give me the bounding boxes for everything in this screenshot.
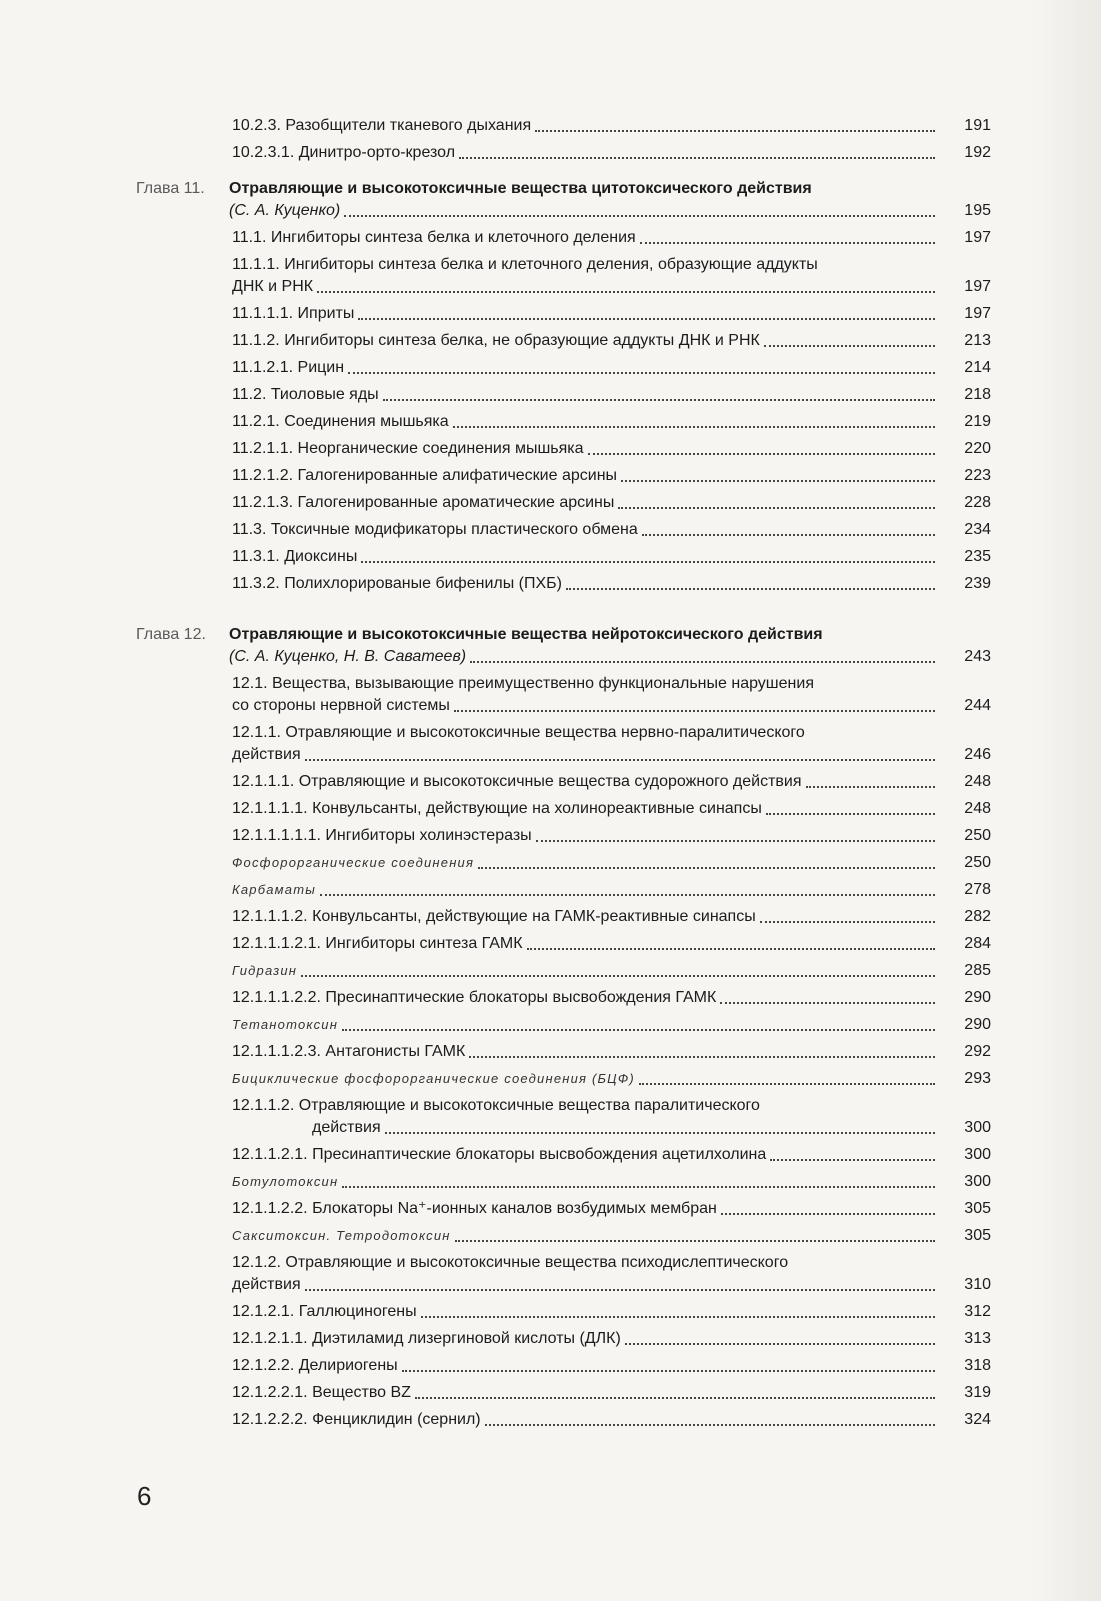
- entry-page-number: 246: [964, 746, 991, 763]
- chapter-chapter11: [0, 178, 1101, 222]
- entry-title: 12.1.2. Отравляющие и высокотоксичные вещества психодислептического: [232, 1254, 789, 1271]
- toc-entry: [0, 573, 1101, 595]
- entry-last-line: [232, 825, 939, 847]
- entry-page-number: 220: [964, 440, 991, 457]
- toc-entry: [0, 1171, 1101, 1193]
- entry-page-number: 191: [964, 117, 991, 134]
- entry-title: 11.1.2.1. Рицин: [232, 359, 345, 376]
- entry-last-line: [232, 1171, 939, 1193]
- entry-last-line: [232, 798, 939, 820]
- entry-title: 11.2.1.3. Галогенированные ароматические арсины: [232, 494, 615, 511]
- entry-page-number: 213: [964, 332, 991, 349]
- entry-last-line: [232, 987, 939, 1009]
- dot-leader: [527, 947, 935, 950]
- entry-last-line: [232, 276, 939, 298]
- entry-title: 12.1.2.2. Делириогены: [232, 1357, 398, 1374]
- entry-last-line: [232, 1144, 939, 1166]
- entry-page-number: 234: [964, 521, 991, 538]
- dot-leader: [383, 398, 935, 401]
- entry-last-line: [232, 227, 939, 249]
- toc-entry: [0, 987, 1101, 1009]
- entry-title-continued: действия: [232, 1276, 301, 1293]
- entry-page-number: 244: [964, 697, 991, 714]
- chapter-title: Отравляющие и высокотоксичные вещества цитотоксического действия: [229, 180, 812, 197]
- toc-entry: [0, 115, 1101, 137]
- toc-entry: [0, 227, 1101, 249]
- entry-last-line: [232, 1117, 939, 1139]
- toc-entry: [0, 1041, 1101, 1063]
- entry-last-line: [232, 330, 939, 352]
- toc-entry: [0, 1409, 1101, 1431]
- entry-title: 11.2.1. Соединения мышьяка: [232, 413, 449, 430]
- chapter-chapter12: [0, 624, 1101, 668]
- entry-last-line: [232, 695, 939, 717]
- entry-page-number: 300: [964, 1146, 991, 1163]
- toc-entry: [0, 933, 1101, 955]
- toc-entry: [0, 798, 1101, 820]
- entry-title: 12.1.2.1. Галлюциногены: [232, 1303, 417, 1320]
- chapter-authors: (С. А. Куценко, Н. В. Саватеев): [229, 648, 467, 665]
- entry-last-line: [232, 960, 939, 982]
- entry-title: 12.1.1.1.2.2. Пресинаптические блокаторы высвобождения ГАМК: [232, 989, 717, 1006]
- toc-entry: [0, 142, 1101, 164]
- dot-leader: [301, 974, 935, 977]
- entry-page-number: 293: [964, 1070, 991, 1087]
- entry-page-number: 318: [964, 1357, 991, 1374]
- entry-title: 12.1.2.2.1. Вещество BZ: [232, 1384, 411, 1401]
- dot-leader: [535, 129, 935, 132]
- entry-title: Фосфорорганические соединения: [232, 855, 475, 870]
- entry-page-number: 239: [964, 575, 991, 592]
- toc-entry: [0, 771, 1101, 793]
- entry-title: 12.1.1. Отравляющие и высокотоксичные вещества нервно-паралитического: [232, 724, 805, 741]
- dot-leader: [478, 866, 935, 869]
- entry-page-number: 312: [964, 1303, 991, 1320]
- toc-entry: [0, 1382, 1101, 1404]
- entry-last-line: [232, 1198, 939, 1220]
- entry-title: Бициклические фосфорорганические соединения (БЦФ): [232, 1071, 635, 1086]
- entry-title: 12.1.2.1.1. Диэтиламид лизергиновой кислоты (ДЛК): [232, 1330, 621, 1347]
- toc-entry: [0, 673, 1101, 717]
- dot-leader: [455, 1239, 935, 1242]
- entry-last-line: [232, 1274, 939, 1296]
- entry-title: Сакситоксин. Тетродотоксин: [232, 1228, 451, 1243]
- dot-leader: [342, 1185, 935, 1188]
- dot-leader: [642, 533, 935, 536]
- entry-title: Гидразин: [232, 963, 298, 978]
- dot-leader: [621, 479, 935, 482]
- entry-page-number: 319: [964, 1384, 991, 1401]
- toc-entry: [0, 1355, 1101, 1377]
- entry-last-line: [232, 384, 939, 406]
- dot-leader: [721, 1212, 935, 1215]
- chapter-heading: [0, 624, 1101, 668]
- entry-title-continued: со стороны нервной системы: [232, 697, 450, 714]
- chapter-label: Глава 12.: [136, 626, 206, 643]
- dot-leader: [766, 812, 935, 815]
- dot-leader: [305, 758, 935, 761]
- dot-leader: [361, 560, 935, 563]
- entry-page-number: 219: [964, 413, 991, 430]
- dot-leader: [485, 1423, 935, 1426]
- entry-last-line: [232, 1382, 939, 1404]
- entry-last-line: [232, 519, 939, 541]
- dot-leader: [625, 1342, 935, 1345]
- entry-title: 10.2.3.1. Динитро-орто-крезол: [232, 144, 456, 161]
- entry-title: 12.1.1.1.1. Конвульсанты, действующие на холинореактивные синапсы: [232, 800, 762, 817]
- dot-leader: [385, 1131, 935, 1134]
- entry-title: 11.1. Ингибиторы синтеза белка и клеточного деления: [232, 229, 636, 246]
- dot-leader: [588, 452, 935, 455]
- entry-title: 11.3.2. Полихлорированые бифенилы (ПХБ): [232, 575, 562, 592]
- dot-leader: [317, 290, 935, 293]
- entry-last-line: [232, 357, 939, 379]
- toc-entry: [0, 825, 1101, 847]
- dot-leader: [618, 506, 935, 509]
- entry-last-line: [232, 744, 939, 766]
- dot-leader: [720, 1001, 935, 1004]
- entry-page-number: 248: [964, 800, 991, 817]
- chapter-heading: [0, 178, 1101, 222]
- dot-leader: [760, 920, 935, 923]
- entry-page-number: 214: [964, 359, 991, 376]
- dot-leader: [305, 1288, 935, 1291]
- toc-entry: [0, 546, 1101, 568]
- entry-page-number: 313: [964, 1330, 991, 1347]
- dot-leader: [566, 587, 935, 590]
- chapter-authors: (С. А. Куценко): [229, 202, 341, 219]
- entry-last-line: [232, 142, 939, 164]
- chapter-label: Глава 11.: [136, 180, 205, 197]
- toc-entry: [0, 303, 1101, 325]
- entry-page-number: 250: [964, 827, 991, 844]
- entry-page-number: 278: [964, 881, 991, 898]
- entry-page-number: 324: [964, 1411, 991, 1428]
- dot-leader: [469, 1055, 935, 1058]
- dot-leader: [348, 371, 935, 374]
- entry-last-line: [232, 303, 939, 325]
- entry-last-line: [232, 1014, 939, 1036]
- entry-title: Ботулотоксин: [232, 1174, 339, 1189]
- entry-last-line: [232, 771, 939, 793]
- entry-title: 12.1.2.2.2. Фенциклидин (сернил): [232, 1411, 481, 1428]
- entry-page-number: 218: [964, 386, 991, 403]
- entry-last-line: [232, 1355, 939, 1377]
- entry-title-continued: действия: [312, 1119, 381, 1136]
- toc-entry: [0, 722, 1101, 766]
- entry-last-line: [232, 852, 939, 874]
- entry-title: 11.1.2. Ингибиторы синтеза белка, не образующие аддукты ДНК и РНК: [232, 332, 760, 349]
- entry-last-line: [232, 933, 939, 955]
- entry-title: Карбаматы: [232, 882, 317, 897]
- entry-last-line: [232, 411, 939, 433]
- entry-title: 12.1.1.1.2.3. Антагонисты ГАМК: [232, 1043, 466, 1060]
- dot-leader: [459, 156, 935, 159]
- entry-title: 12.1. Вещества, вызывающие преимущественно функциональные нарушения: [232, 675, 814, 692]
- dot-leader: [639, 1082, 935, 1085]
- dot-leader: [320, 893, 935, 896]
- chapter-title: Отравляющие и высокотоксичные вещества нейротоксического действия: [229, 626, 823, 643]
- toc-entry: [0, 438, 1101, 460]
- entry-title: 11.3. Токсичные модификаторы пластического обмена: [232, 521, 638, 538]
- entry-page-number: 300: [964, 1173, 991, 1190]
- entry-page-number: 292: [964, 1043, 991, 1060]
- entry-page-number: 195: [964, 202, 991, 219]
- dot-leader: [640, 241, 935, 244]
- entry-page-number: 282: [964, 908, 991, 925]
- entry-last-line: [232, 906, 939, 928]
- entry-last-line: [229, 646, 939, 668]
- entry-title: 11.1.1.1. Иприты: [232, 305, 355, 322]
- entry-last-line: [232, 438, 939, 460]
- dot-leader: [470, 660, 935, 663]
- entry-page-number: 285: [964, 962, 991, 979]
- toc-entry: [0, 906, 1101, 928]
- toc-entry: [0, 357, 1101, 379]
- entry-title: 12.1.1.2.2. Блокаторы Na⁺-ионных каналов возбудимых мембран: [232, 1200, 717, 1217]
- entry-page-number: 223: [964, 467, 991, 484]
- toc-entry: [0, 1014, 1101, 1036]
- toc-entry: [0, 254, 1101, 298]
- entry-last-line: [232, 546, 939, 568]
- table-of-contents: [0, 115, 1101, 1436]
- entry-title: 12.1.1.1.2. Конвульсанты, действующие на ГАМК-реактивные синапсы: [232, 908, 756, 925]
- entry-last-line: [232, 492, 939, 514]
- entry-title: 11.1.1. Ингибиторы синтеза белка и клеточного деления, образующие аддукты: [232, 256, 818, 273]
- entry-last-line: [232, 1301, 939, 1323]
- toc-entry: [0, 879, 1101, 901]
- entry-last-line: [232, 465, 939, 487]
- entry-title: 12.1.1.1. Отравляющие и высокотоксичные вещества судорожного действия: [232, 773, 802, 790]
- entry-page-number: 310: [964, 1276, 991, 1293]
- entry-page-number: 300: [964, 1119, 991, 1136]
- entry-page-number: 192: [964, 144, 991, 161]
- dot-leader: [764, 344, 935, 347]
- entry-title: 11.2. Тиоловые яды: [232, 386, 379, 403]
- entry-last-line: [232, 1328, 939, 1350]
- chapter-gap: [0, 600, 1101, 610]
- entry-title: 11.2.1.1. Неорганические соединения мышьяка: [232, 440, 584, 457]
- entry-title: 11.2.1.2. Галогенированные алифатические арсины: [232, 467, 618, 484]
- entry-page-number: 197: [964, 229, 991, 246]
- dot-leader: [454, 709, 935, 712]
- entry-last-line: [232, 1409, 939, 1431]
- entry-page-number: 250: [964, 854, 991, 871]
- entry-page-number: 248: [964, 773, 991, 790]
- entry-page-number: 235: [964, 548, 991, 565]
- entry-page-number: 284: [964, 935, 991, 952]
- toc-entry: [0, 519, 1101, 541]
- entry-last-line: [232, 115, 939, 137]
- entry-last-line: [232, 879, 939, 901]
- dot-leader: [342, 1028, 935, 1031]
- entry-last-line: [229, 200, 939, 222]
- toc-entry: [0, 1095, 1101, 1139]
- dot-leader: [536, 839, 935, 842]
- toc-entry: [0, 852, 1101, 874]
- entry-page-number: 243: [964, 648, 991, 665]
- dot-leader: [770, 1158, 935, 1161]
- dot-leader: [453, 425, 935, 428]
- toc-entry: [0, 1068, 1101, 1090]
- entry-last-line: [232, 573, 939, 595]
- entry-page-number: 290: [964, 989, 991, 1006]
- entry-page-number: 197: [964, 278, 991, 295]
- entry-title: Тетанотоксин: [232, 1017, 339, 1032]
- entry-last-line: [232, 1041, 939, 1063]
- entry-page-number: 305: [964, 1200, 991, 1217]
- entry-title: 12.1.1.1.1.1. Ингибиторы холинэстеразы: [232, 827, 532, 844]
- dot-leader: [358, 317, 935, 320]
- entry-title: 12.1.1.2. Отравляющие и высокотоксичные вещества паралитического: [232, 1097, 760, 1114]
- entry-page-number: 228: [964, 494, 991, 511]
- entry-page-number: 290: [964, 1016, 991, 1033]
- toc-entry: [0, 1198, 1101, 1220]
- toc-entry: [0, 1301, 1101, 1323]
- entry-title: 10.2.3. Разобщители тканевого дыхания: [232, 117, 532, 134]
- dot-leader: [806, 785, 935, 788]
- entry-last-line: [232, 1225, 939, 1247]
- toc-entry: [0, 1144, 1101, 1166]
- toc-entry: [0, 1225, 1101, 1247]
- dot-leader: [344, 214, 935, 217]
- entry-title-continued: действия: [232, 746, 301, 763]
- toc-entry: [0, 384, 1101, 406]
- entry-title-continued: ДНК и РНК: [232, 278, 314, 295]
- toc-entry: [0, 492, 1101, 514]
- toc-entry: [0, 330, 1101, 352]
- dot-leader: [402, 1369, 935, 1372]
- entry-page-number: 305: [964, 1227, 991, 1244]
- toc-entry: [0, 960, 1101, 982]
- toc-entry: [0, 1252, 1101, 1296]
- entry-title: 12.1.1.2.1. Пресинаптические блокаторы высвобождения ацетилхолина: [232, 1146, 767, 1163]
- toc-entry: [0, 1328, 1101, 1350]
- dot-leader: [415, 1396, 935, 1399]
- toc-entry: [0, 411, 1101, 433]
- entry-title: 12.1.1.1.2.1. Ингибиторы синтеза ГАМК: [232, 935, 523, 952]
- page-number: 6: [137, 1481, 152, 1511]
- toc-entry: [0, 465, 1101, 487]
- entry-title: 11.3.1. Диоксины: [232, 548, 358, 565]
- entry-last-line: [232, 1068, 939, 1090]
- dot-leader: [421, 1315, 935, 1318]
- entry-page-number: 197: [964, 305, 991, 322]
